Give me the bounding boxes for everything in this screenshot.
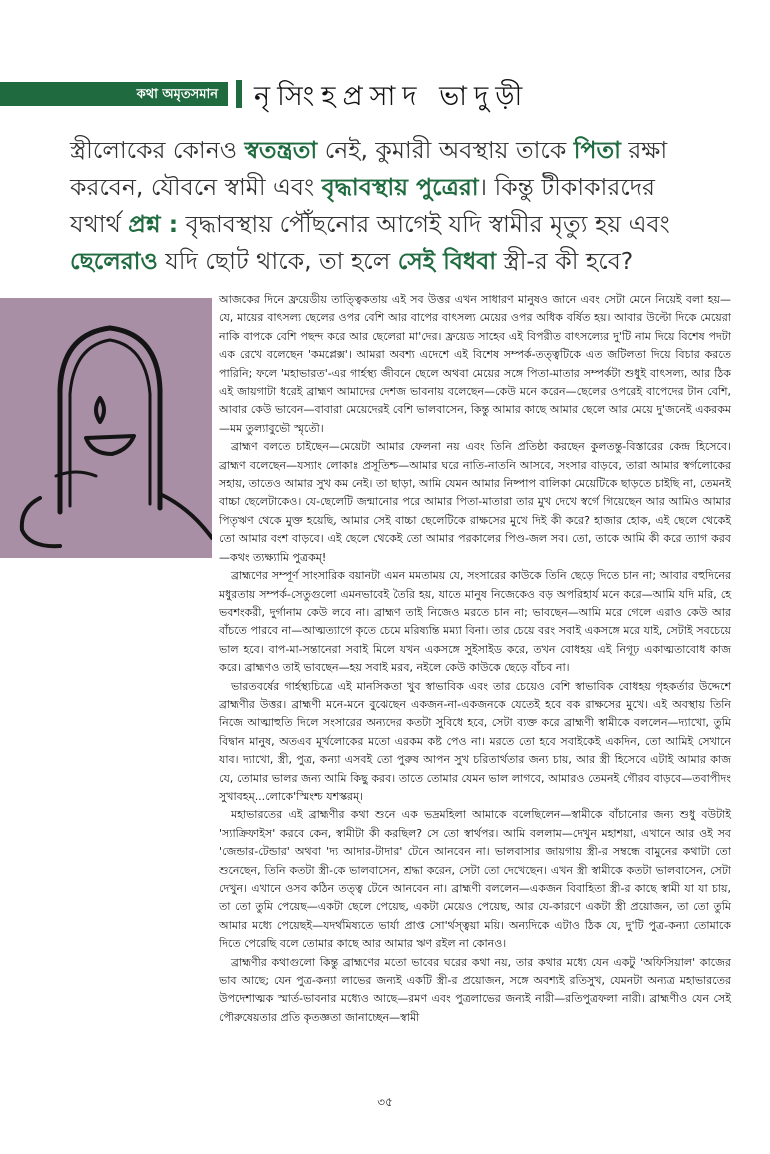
- lede-highlight: সেই বিধবা: [397, 247, 497, 275]
- niche-outline-inner: [70, 340, 150, 506]
- lede-highlight: বৃদ্ধাবস্থায় পুত্রেরা: [321, 173, 479, 201]
- illustration-lamp-niche: [0, 298, 212, 558]
- lede-text: স্ত্রী-র কী হবে?: [496, 247, 634, 275]
- lede-text: । কিন্তু টীকাকারদের যথার্থ: [70, 173, 655, 238]
- lede-quote: [70, 132, 710, 280]
- lede-highlight: প্রশ্ন :: [128, 210, 179, 238]
- lamp-flame: [96, 398, 104, 422]
- body-paragraph: আজকের দিনে ফ্রয়েডীয় তাত্ত্বিকতায় এই সব উত্তর এখন সাধারণ মানুষও জানে এবং সেটা মেনে নিয়েই বলা হয়—যে, মায়ের বাৎসল্য ছেলের ওপর বেশি আর বাপের বাৎসল্য মেয়ের ওপর অধিক বর্ষিত হয়। আবার উল্টো দিকে মেয়েরা নাকি বাপকে বেশি পছন্দ করে আর ছেলেরা মা'দের। ফ্রয়েড সাহেব এই বিপরীত বাৎসল্যের দু'টি নাম দিয়ে বিশেষ পদটা এক রেখে বলেছেন 'কমপ্লেক্স'। আমরা অবশ্য এদেশে এই বিশেষ সম্পর্ক-তত্ত্বটিকে এত জটিলতা দিয়ে বিচার করতে পারিনি; ফলে 'মহাভারত'-এর গার্হস্থ্য জীবনে ছেলে অথবা মেয়ের সঙ্গে পিতা-মাতার সম্পর্কটা শুধুই বাৎসল্য, আর ঠিক এই জায়গাটা ধরেই ব্রাহ্মণ আমাদের দেশজ ভাবনায় বলেছেন—কেউ মনে করেন—ছেলের ওপরেই বাপেদের টান বেশি, আবার কেউ ভাবেন—বাবারা মেয়েদেরই বেশি ভালবাসেন, কিন্তু আমার কাছে আমার ছেলে আর মেয়ে দু'জনেই একরকম—মম তুল্যাবুভৌ স্মৃতৌ।: [219, 293, 731, 435]
- lamp-base: [22, 498, 60, 546]
- lamp-bowl: [86, 436, 134, 454]
- series-band: [0, 82, 228, 106]
- ground-stroke: [160, 494, 212, 538]
- title-divider: [236, 80, 242, 108]
- lede-text: রক্ষা করবেন, যৌবনে স্বামী এবং: [70, 136, 668, 201]
- page-number: ৩৫: [377, 1095, 393, 1109]
- lede-text: নেই, কুমারী অবস্থায় তাকে: [317, 136, 574, 164]
- lede-highlight: ছেলেরাও: [70, 247, 158, 275]
- lede-text: স্ত্রীলোকের কোনও: [70, 136, 245, 164]
- series-label: কথা অমৃতসমান: [136, 87, 218, 102]
- lede-text: বৃদ্ধাবস্থায় পৌঁছনোর আগেই যদি স্বামীর মৃত্যু হয় এবং: [178, 210, 670, 238]
- body-paragraph: ব্রাহ্মণের সম্পূর্ণ সাংসারিক বয়ানটা এমন মমতাময় যে, সংসারের কাউকে তিনি ছেড়ে দিতে চান না; আবার বহুদিনের মধুরতায় সম্পর্ক-সেতুগুলো এমনভাবেই তৈরি হয়, যাতে মানুষ নিজেকেও বড় অপরিহার্য মনে করে—আমি যদি মরি, হে ভবশংকরী, দুর্গানাম কেউ লবে না। ব্রাহ্মণ তাই নিজেও মরতে চান না; ভাবছেন—আমি মরে গেলে এরাও কেউ আর বাঁচতে পারবে না—আত্মত্যাগে কৃতে চেমে মরিষ্যন্তি মম্যা বিনা। তার চেয়ে বরং সবাই একসঙ্গে মরে যাই, সেটাই সবচেয়ে ভাল হবে। বাপ-মা-সন্তানেরা সবাই মিলে যখন একসঙ্গে সুইসাইড করে, তখন বোধহয় এই নিগূঢ় একাত্মতাবোধ কাজ করে। ব্রাহ্মণও তাই ভাবছেন—হয় সবাই মরব, নইলে কেউ কাউকে ছেড়ে বাঁচব না।: [219, 569, 731, 675]
- body-paragraph: মহাভারতের এই ব্রাহ্মণীর কথা শুনে এক ভদ্রমহিলা আমাকে বলেছিলেন—স্বামীকে বাঁচানোর জন্য শুধু বউটাই 'স্যাক্রিফাইস' করবে কেন, স্বামীটা কী করছিল? সে তো স্বার্থপর। আমি বললাম—দেখুন মহাশয়া, এখানে আর ওই সব 'জেন্ডার-টেন্ডার' অথবা 'দ্য আদার-টাদার' টেনে আনবেন না। ভালবাসার জায়গায় স্ত্রী-র সম্বন্ধে বামুনের কথাটা তো শুনেছেন, তিনি কতটা স্ত্রী-কে ভালবাসেন, শ্রদ্ধা করেন, সেটা তো দেখেছেন। এখন স্ত্রী স্বামীকে কতটা ভালবাসেন, সেটা দেখুন। এখানে ওসব কঠিন তত্ত্ব টেনে আনবেন না। ব্রাহ্মণী বললেন—একজন বিবাহিতা স্ত্রী-র কাছে স্বামী যা যা চায়, তা তো তুমি পেয়েছ—একটা ছেলে পেয়েছ, একটা মেয়েও পেয়েছ, আর যে-কারণে একটা স্ত্রী প্রয়োজন, তা তো তুমি আমার মধ্যে পেয়েছই—যদর্থমিষ্যতে ভার্যা প্রাপ্ত সো'র্থস্ত্বয়া ময়ি। অন্যদিকে এটাও ঠিক যে, দু'টি পুত্র-কন্যা তোমাকে দিতে পেরেছি বলে তোমার কাছে আর আমার ঋণ রইল না কোনও।: [219, 808, 731, 951]
- lede-highlight: পিতা: [573, 136, 621, 164]
- niche-outline: [60, 328, 160, 512]
- author-name: নৃসিংহপ্রসাদ ভাদুড়ী: [254, 81, 530, 112]
- article-body: [219, 291, 731, 1027]
- lede-highlight: স্বতন্ত্রতা: [244, 136, 318, 164]
- body-paragraph: ব্রাহ্মণ বলতে চাইছেন—মেয়েটা আমার ফেলনা নয় এবং তিনি প্রতিষ্ঠা করছেন কুলতন্তু-বিস্তারের কেন্দ্র হিসেবে। ব্রাহ্মণ বলেছেন—যস্যাং লোকাঃ প্রসূতিশ্চ—আমার ঘরে নাতি-নাতনি আসবে, সংসার বাড়বে, তারা আমার স্বর্গলোকের সহায়, তাতেও আমার সুখ কম নেই। তা ছাড়া, আমি যেমন আমার নিষ্পাপ বালিকা মেয়েটিকে ছাড়তে চাইছি না, তেমনই বাচ্চা ছেলেটাকেও। যে-ছেলেটি জন্মানোর পরে আমার পিতা-মাতারা তার মুখ দেখে স্বর্গে গিয়েছেন আর আমিও আমার পিতৃঋণ থেকে মুক্ত হয়েছি, আমার সেই বাচ্চা ছেলেটিকে রাক্ষসের মুখে দিই কী করে? হাজার হোক, এই ছেলে থেকেই তো আমার বংশ বাড়বে। এই ছেলে থেকেই তো আমার পরকালের পিণ্ড-জল সব। তো, তাকে আমি কী করে ত্যাগ করব—কথং ত্যক্ষ্যামি পুত্রকম্!: [219, 440, 731, 564]
- lede-text: যদি ছোট থাকে, তা হলে: [157, 247, 398, 275]
- body-paragraph: ব্রাহ্মণীর কথাগুলো কিন্তু ব্রাহ্মণের মতো ভাবের ঘরের কথা নয়, তার কথার মধ্যে যেন একটু 'অফিসিয়াল' কাজের ভাব আছে; যেন পুত্র-কন্যা লাভের জন্যই একটি স্ত্রী-র প্রয়োজন, সঙ্গে অবশ্যই রতিসুখ, যেমনটা অন্যত্র মহাভারতের উপদেশাত্মক স্মার্ত-ভাবনার মধ্যেও আছে—রমণ এবং পুত্রলাভের জন্যই নারী—রতিপুত্রফলা নারী। ব্রাহ্মণীও যেন সেই পৌরুষেয়তার প্রতি কৃতজ্ঞতা জানাচ্ছেন—স্বামী: [219, 955, 731, 1024]
- body-paragraph: ভারতবর্ষের গার্হস্থ্যচিত্রে এই মানসিকতা খুব স্বাভাবিক এবং তার চেয়েও বেশি স্বাভাবিক বোধহয় গৃহকর্তার উদ্দেশে ব্রাহ্মণীর উত্তর। ব্রাহ্মণী মনে-মনে বুঝেছেন একজন-না-একজনকে যেতেই হবে বক রাক্ষসের মুখে। এই অবস্থায় তিনি নিজে আত্মাহুতি দিলে সংসারের অন্যদের কতটা সুবিধে হবে, সেটা ব্যক্ত করে ব্রাহ্মণী স্বামীকে বললেন—দ্যাখো, তুমি বিদ্বান মানুষ, অতএব মূর্খলোকের মতো এরকম কষ্ট পেও না। মরতে তো হবে সবাইকেই একদিন, তো আমিই সেখানে যাব। দ্যাখো, স্ত্রী, পুত্র, কন্যা এসবই তো পুরুষ আপন সুখ চরিতার্থতার জন্য চায়, আর স্ত্রী হিসেবে এটাই আমার কাজ যে, তোমার ভালর জন্য আমি কিছু করব। তাতে তোমার যেমন ভাল লাগবে, আমারও তেমনই গৌরব বাড়বে—তবাপীদং সুখাবহম্...লোকে'স্মিংশ্চ যশস্করম্।: [219, 679, 731, 803]
